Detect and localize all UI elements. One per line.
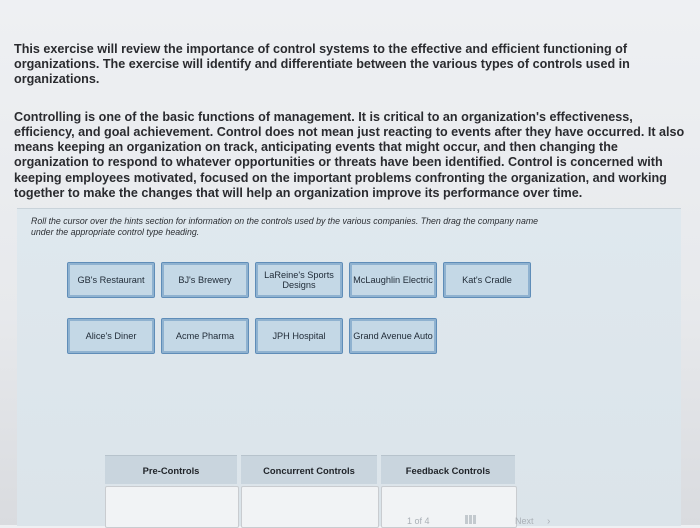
drag-drop-panel [17, 208, 681, 526]
drag-item-jph-hospital[interactable]: JPH Hospital [255, 318, 343, 354]
heading-concurrent-controls: Concurrent Controls [241, 455, 377, 484]
chevron-right-icon[interactable]: › [547, 516, 551, 527]
drag-item-bjs-brewery[interactable]: BJ's Brewery [161, 262, 249, 298]
drag-item-gbs-restaurant[interactable]: GB's Restaurant [67, 262, 155, 298]
drag-item-mclaughlin-electric[interactable]: McLaughlin Electric [349, 262, 437, 298]
drag-item-kats-cradle[interactable]: Kat's Cradle [443, 262, 531, 298]
intro-paragraph-1: This exercise will review the importance of control systems to the effective and efficient functioning of organizations. The exercise will identify and differentiate between the various types of controls used in organizations. [14, 41, 630, 87]
drag-item-lareines-sports-designs[interactable]: LaReine's Sports Designs [255, 262, 343, 298]
page-indicator: 1 of 4 [407, 516, 430, 526]
heading-feedback-controls: Feedback Controls [381, 455, 515, 484]
intro-paragraph-2: Controlling is one of the basic functions of management. It is critical to an organization's effectiveness, efficiency, and goal achievement. Control does not mean just reacting to events after they have occurred. It also means keeping an organization on track, anticipating events that might occur, and then changing the organization to respond to whatever opportunities or threats have been identified. Control is concerned with keeping employees motivated, focused on the important problems confronting the organization, and working together to make the changes that will help an organization improve its performance over time. [14, 109, 685, 201]
grid-icon[interactable] [465, 515, 477, 524]
instructions-text: Roll the cursor over the hints section for information on the controls used by the various companies. Then drag the company name under the appropriate control type heading. [31, 216, 539, 237]
next-button[interactable]: Next [515, 516, 534, 526]
drag-item-acme-pharma[interactable]: Acme Pharma [161, 318, 249, 354]
drag-item-alices-diner[interactable]: Alice's Diner [67, 318, 155, 354]
drop-zone-pre-controls[interactable] [105, 486, 239, 528]
heading-pre-controls: Pre-Controls [105, 455, 237, 484]
drop-zone-concurrent-controls[interactable] [241, 486, 379, 528]
drag-item-grand-avenue-auto[interactable]: Grand Avenue Auto [349, 318, 437, 354]
